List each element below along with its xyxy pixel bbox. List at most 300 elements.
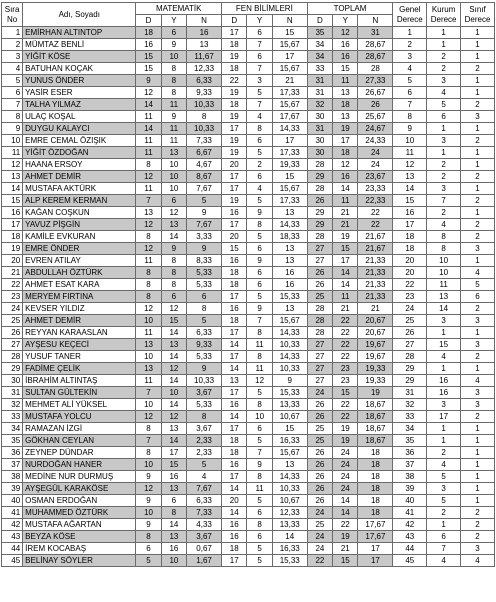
fen-n-cell: 15,33 — [272, 387, 307, 399]
mat-d-cell: 12 — [136, 87, 161, 99]
fen-y-cell: 8 — [247, 519, 272, 531]
genel-derece-cell: 6 — [393, 87, 427, 99]
fen-d-cell: 13 — [222, 375, 247, 387]
fen-d-cell: 18 — [222, 63, 247, 75]
mat-y-cell: 15 — [161, 315, 186, 327]
sub-header-y: Y — [247, 15, 272, 27]
sira-no-cell: 30 — [2, 375, 23, 387]
name-cell: FADİME ÇELİK — [23, 363, 136, 375]
fen-y-cell: 4 — [247, 183, 272, 195]
toplam-n-cell: 24,67 — [358, 123, 393, 135]
table-row — [2, 111, 495, 123]
mat-d-cell: 5 — [136, 555, 161, 567]
fen-n-cell: 13 — [272, 303, 307, 315]
toplam-y-cell: 15 — [333, 243, 358, 255]
table-row — [2, 411, 495, 423]
table-row — [2, 219, 495, 231]
fen-y-cell: 3 — [247, 75, 272, 87]
fen-y-cell: 6 — [247, 507, 272, 519]
fen-d-cell: 19 — [222, 135, 247, 147]
sira-no-cell: 34 — [2, 423, 23, 435]
sira-no-cell: 10 — [2, 135, 23, 147]
sinif-derece-cell: 2 — [461, 411, 495, 423]
sinif-derece-cell: 4 — [461, 375, 495, 387]
table-row — [2, 351, 495, 363]
sira-no-cell: 32 — [2, 399, 23, 411]
mat-d-cell: 7 — [136, 435, 161, 447]
toplam-y-cell: 24 — [333, 447, 358, 459]
sira-no-cell: 27 — [2, 339, 23, 351]
toplam-y-cell: 14 — [333, 495, 358, 507]
table-row — [2, 147, 495, 159]
mat-d-cell: 9 — [136, 495, 161, 507]
fen-y-cell: 5 — [247, 543, 272, 555]
name-cell: MEDİNE NUR DURMUŞ — [23, 471, 136, 483]
fen-d-cell: 16 — [222, 207, 247, 219]
mat-y-cell: 6 — [161, 27, 186, 39]
mat-d-cell: 8 — [136, 159, 161, 171]
kurum-derece-cell: 3 — [427, 183, 461, 195]
table-row — [2, 387, 495, 399]
mat-y-cell: 12 — [161, 363, 186, 375]
kurum-derece-cell: 1 — [427, 435, 461, 447]
header-matematik: MATEMATİK — [136, 3, 222, 15]
toplam-d-cell: 30 — [307, 147, 332, 159]
toplam-n-cell: 21,33 — [358, 291, 393, 303]
sinif-derece-cell: 1 — [461, 459, 495, 471]
fen-y-cell: 7 — [247, 99, 272, 111]
toplam-y-cell: 17 — [333, 135, 358, 147]
fen-d-cell: 17 — [222, 123, 247, 135]
fen-d-cell: 17 — [222, 471, 247, 483]
toplam-d-cell: 26 — [307, 279, 332, 291]
fen-n-cell: 17,33 — [272, 195, 307, 207]
table-row — [2, 231, 495, 243]
mat-d-cell: 12 — [136, 219, 161, 231]
table-row — [2, 279, 495, 291]
toplam-d-cell: 28 — [307, 303, 332, 315]
mat-d-cell: 18 — [136, 27, 161, 39]
fen-y-cell: 5 — [247, 387, 272, 399]
fen-d-cell: 18 — [222, 39, 247, 51]
name-cell: YAVUZ PİŞGİN — [23, 219, 136, 231]
mat-y-cell: 10 — [161, 159, 186, 171]
toplam-d-cell: 26 — [307, 471, 332, 483]
mat-n-cell: 2,33 — [187, 447, 222, 459]
mat-d-cell: 12 — [136, 483, 161, 495]
sira-no-cell: 44 — [2, 543, 23, 555]
genel-derece-cell: 18 — [393, 231, 427, 243]
toplam-d-cell: 27 — [307, 255, 332, 267]
name-cell: ZEYNEP DÜNDAR — [23, 447, 136, 459]
toplam-d-cell: 29 — [307, 207, 332, 219]
name-cell: RAMAZAN İZGİ — [23, 423, 136, 435]
fen-y-cell: 7 — [247, 63, 272, 75]
table-row — [2, 363, 495, 375]
genel-derece-cell: 15 — [393, 195, 427, 207]
kurum-derece-cell: 15 — [427, 339, 461, 351]
genel-derece-cell: 24 — [393, 303, 427, 315]
name-cell: ALP KEREM KERMAN — [23, 195, 136, 207]
sinif-derece-cell: 2 — [461, 519, 495, 531]
results-table — [1, 2, 495, 567]
kurum-derece-cell: 5 — [427, 471, 461, 483]
name-cell: YASİR ESER — [23, 87, 136, 99]
mat-y-cell: 6 — [161, 291, 186, 303]
name-cell: MÜMTAZ BENLİ — [23, 39, 136, 51]
genel-derece-cell: 32 — [393, 399, 427, 411]
name-cell: YİĞİT ÖZDOĞAN — [23, 147, 136, 159]
mat-y-cell: 10 — [161, 387, 186, 399]
mat-y-cell: 13 — [161, 483, 186, 495]
kurum-derece-cell: 3 — [427, 75, 461, 87]
fen-n-cell: 15 — [272, 27, 307, 39]
mat-y-cell: 14 — [161, 519, 186, 531]
kurum-derece-cell: 2 — [427, 507, 461, 519]
mat-y-cell: 10 — [161, 51, 186, 63]
fen-d-cell: 16 — [222, 519, 247, 531]
mat-n-cell: 6,67 — [187, 147, 222, 159]
name-cell: EMRE ÖNDER — [23, 243, 136, 255]
mat-n-cell: 5,33 — [187, 267, 222, 279]
sinif-derece-cell: 3 — [461, 543, 495, 555]
toplam-n-cell: 26 — [358, 99, 393, 111]
toplam-n-cell: 19,33 — [358, 363, 393, 375]
fen-n-cell: 9 — [272, 375, 307, 387]
header-genel-derece: Genel Derece — [393, 3, 427, 27]
kurum-derece-cell: 6 — [427, 531, 461, 543]
mat-d-cell: 7 — [136, 387, 161, 399]
toplam-y-cell: 15 — [333, 63, 358, 75]
toplam-d-cell: 28 — [307, 315, 332, 327]
sira-no-cell: 41 — [2, 507, 23, 519]
fen-y-cell: 9 — [247, 207, 272, 219]
fen-y-cell: 11 — [247, 339, 272, 351]
kurum-derece-cell: 2 — [427, 447, 461, 459]
name-cell: İREM KOCABAŞ — [23, 543, 136, 555]
fen-y-cell: 5 — [247, 435, 272, 447]
toplam-d-cell: 29 — [307, 219, 332, 231]
toplam-d-cell: 26 — [307, 267, 332, 279]
table-row — [2, 207, 495, 219]
table-row — [2, 531, 495, 543]
fen-d-cell: 19 — [222, 111, 247, 123]
mat-y-cell: 9 — [161, 39, 186, 51]
toplam-d-cell: 33 — [307, 63, 332, 75]
mat-y-cell: 9 — [161, 111, 186, 123]
fen-n-cell: 17 — [272, 135, 307, 147]
fen-y-cell: 6 — [247, 27, 272, 39]
mat-y-cell: 8 — [161, 267, 186, 279]
toplam-n-cell: 18 — [358, 507, 393, 519]
toplam-n-cell: 20,67 — [358, 315, 393, 327]
toplam-n-cell: 28,67 — [358, 51, 393, 63]
mat-n-cell: 7,33 — [187, 507, 222, 519]
sinif-derece-cell: 2 — [461, 507, 495, 519]
mat-d-cell: 6 — [136, 543, 161, 555]
fen-y-cell: 8 — [247, 219, 272, 231]
genel-derece-cell: 43 — [393, 531, 427, 543]
mat-d-cell: 12 — [136, 243, 161, 255]
toplam-d-cell: 30 — [307, 111, 332, 123]
sub-header-n: N — [272, 15, 307, 27]
fen-y-cell: 5 — [247, 195, 272, 207]
kurum-derece-cell: 10 — [427, 267, 461, 279]
fen-y-cell: 9 — [247, 255, 272, 267]
mat-d-cell: 8 — [136, 267, 161, 279]
sira-no-cell: 36 — [2, 447, 23, 459]
name-cell: AHMET DEMİR — [23, 171, 136, 183]
fen-y-cell: 7 — [247, 315, 272, 327]
table-row — [2, 483, 495, 495]
toplam-y-cell: 24 — [333, 459, 358, 471]
fen-d-cell: 22 — [222, 75, 247, 87]
toplam-y-cell: 14 — [333, 267, 358, 279]
sinif-derece-cell: 2 — [461, 231, 495, 243]
mat-y-cell: 8 — [161, 87, 186, 99]
genel-derece-cell: 44 — [393, 543, 427, 555]
toplam-n-cell: 18,67 — [358, 411, 393, 423]
header-toplam: TOPLAM — [307, 3, 393, 15]
fen-n-cell: 13 — [272, 207, 307, 219]
fen-d-cell: 20 — [222, 495, 247, 507]
fen-n-cell: 10,67 — [272, 495, 307, 507]
name-cell: MUHAMMED ÖZTÜRK — [23, 507, 136, 519]
name-cell: OSMAN ERDOĞAN — [23, 495, 136, 507]
mat-d-cell: 8 — [136, 447, 161, 459]
mat-n-cell: 8 — [187, 411, 222, 423]
table-row — [2, 123, 495, 135]
fen-n-cell: 16,33 — [272, 543, 307, 555]
name-cell: AYŞEGÜL KARAKÖSE — [23, 483, 136, 495]
kurum-derece-cell: 16 — [427, 387, 461, 399]
genel-derece-cell: 25 — [393, 315, 427, 327]
sira-no-cell: 38 — [2, 471, 23, 483]
mat-d-cell: 10 — [136, 507, 161, 519]
sinif-derece-cell: 1 — [461, 159, 495, 171]
toplam-y-cell: 16 — [333, 51, 358, 63]
mat-y-cell: 14 — [161, 327, 186, 339]
mat-n-cell: 3,67 — [187, 423, 222, 435]
sira-no-cell: 35 — [2, 435, 23, 447]
toplam-d-cell: 27 — [307, 243, 332, 255]
name-cell: YİĞİT KÖSE — [23, 51, 136, 63]
toplam-y-cell: 12 — [333, 159, 358, 171]
mat-n-cell: 7,67 — [187, 219, 222, 231]
name-cell: MUSTAFA YOLCU — [23, 411, 136, 423]
sinif-derece-cell: 1 — [461, 363, 495, 375]
genel-derece-cell: 34 — [393, 423, 427, 435]
mat-d-cell: 7 — [136, 195, 161, 207]
toplam-n-cell: 18 — [358, 471, 393, 483]
toplam-d-cell: 30 — [307, 135, 332, 147]
mat-d-cell: 10 — [136, 315, 161, 327]
sub-header-n: N — [187, 15, 222, 27]
toplam-y-cell: 18 — [333, 99, 358, 111]
fen-d-cell: 16 — [222, 255, 247, 267]
kurum-derece-cell: 13 — [427, 291, 461, 303]
mat-n-cell: 3,33 — [187, 231, 222, 243]
name-cell: HAANA ERSOY — [23, 159, 136, 171]
mat-n-cell: 4 — [187, 471, 222, 483]
name-cell: EVREN ATILAY — [23, 255, 136, 267]
header-kurum-derece: Kurum Derece — [427, 3, 461, 27]
name-cell: YUSUF TANER — [23, 351, 136, 363]
fen-d-cell: 18 — [222, 435, 247, 447]
fen-n-cell: 15,67 — [272, 63, 307, 75]
kurum-derece-cell: 1 — [427, 123, 461, 135]
fen-y-cell: 12 — [247, 375, 272, 387]
mat-d-cell: 12 — [136, 411, 161, 423]
toplam-n-cell: 19,33 — [358, 375, 393, 387]
fen-d-cell: 14 — [222, 483, 247, 495]
genel-derece-cell: 37 — [393, 459, 427, 471]
sinif-derece-cell: 2 — [461, 531, 495, 543]
fen-d-cell: 18 — [222, 267, 247, 279]
toplam-n-cell: 26,67 — [358, 87, 393, 99]
sub-header-d: D — [307, 15, 332, 27]
kurum-derece-cell: 3 — [427, 315, 461, 327]
toplam-n-cell: 25,67 — [358, 111, 393, 123]
table-row — [2, 519, 495, 531]
table-row — [2, 447, 495, 459]
sub-header-d: D — [136, 15, 161, 27]
sinif-derece-cell: 4 — [461, 555, 495, 567]
mat-n-cell: 0,67 — [187, 543, 222, 555]
table-row — [2, 51, 495, 63]
fen-n-cell: 18,33 — [272, 231, 307, 243]
sinif-derece-cell: 1 — [461, 471, 495, 483]
fen-y-cell: 5 — [247, 555, 272, 567]
kurum-derece-cell: 6 — [427, 111, 461, 123]
fen-y-cell: 4 — [247, 111, 272, 123]
mat-d-cell: 8 — [136, 279, 161, 291]
toplam-y-cell: 16 — [333, 39, 358, 51]
sinif-derece-cell: 2 — [461, 171, 495, 183]
toplam-n-cell: 23,33 — [358, 183, 393, 195]
mat-d-cell: 11 — [136, 147, 161, 159]
mat-y-cell: 8 — [161, 255, 186, 267]
table-row — [2, 39, 495, 51]
fen-n-cell: 14,33 — [272, 351, 307, 363]
fen-y-cell: 2 — [247, 159, 272, 171]
sira-no-cell: 39 — [2, 483, 23, 495]
genel-derece-cell: 42 — [393, 519, 427, 531]
toplam-y-cell: 14 — [333, 507, 358, 519]
fen-y-cell: 9 — [247, 459, 272, 471]
mat-n-cell: 4,33 — [187, 519, 222, 531]
kurum-derece-cell: 3 — [427, 135, 461, 147]
table-row — [2, 75, 495, 87]
toplam-d-cell: 25 — [307, 423, 332, 435]
toplam-n-cell: 18,67 — [358, 399, 393, 411]
name-cell: BEYZA KÖSE — [23, 531, 136, 543]
toplam-n-cell: 18 — [358, 447, 393, 459]
mat-y-cell: 13 — [161, 147, 186, 159]
table-row — [2, 315, 495, 327]
mat-n-cell: 7,33 — [187, 135, 222, 147]
toplam-y-cell: 22 — [333, 351, 358, 363]
name-cell: EMRE CEMAL ÖZIŞIK — [23, 135, 136, 147]
toplam-d-cell: 22 — [307, 555, 332, 567]
mat-y-cell: 15 — [161, 459, 186, 471]
toplam-d-cell: 26 — [307, 495, 332, 507]
genel-derece-cell: 26 — [393, 327, 427, 339]
name-cell: REYYAN KARAASLAN — [23, 327, 136, 339]
fen-n-cell: 13 — [272, 243, 307, 255]
name-cell: TALHA YILMAZ — [23, 99, 136, 111]
toplam-n-cell: 20,67 — [358, 327, 393, 339]
fen-n-cell: 17,33 — [272, 147, 307, 159]
fen-n-cell: 16,33 — [272, 435, 307, 447]
fen-y-cell: 11 — [247, 483, 272, 495]
toplam-y-cell: 13 — [333, 111, 358, 123]
mat-d-cell: 10 — [136, 399, 161, 411]
sub-header-y: Y — [333, 15, 358, 27]
kurum-derece-cell: 7 — [427, 195, 461, 207]
sira-no-cell: 4 — [2, 63, 23, 75]
fen-d-cell: 17 — [222, 219, 247, 231]
genel-derece-cell: 1 — [393, 27, 427, 39]
toplam-n-cell: 28 — [358, 63, 393, 75]
mat-y-cell: 8 — [161, 279, 186, 291]
mat-y-cell: 6 — [161, 495, 186, 507]
mat-n-cell: 5 — [187, 459, 222, 471]
toplam-d-cell: 34 — [307, 39, 332, 51]
toplam-d-cell: 29 — [307, 171, 332, 183]
fen-d-cell: 17 — [222, 171, 247, 183]
table-row — [2, 459, 495, 471]
mat-y-cell: 13 — [161, 423, 186, 435]
kurum-derece-cell: 11 — [427, 279, 461, 291]
name-cell: KAĞAN COŞKUN — [23, 207, 136, 219]
kurum-derece-cell: 1 — [427, 363, 461, 375]
fen-y-cell: 6 — [247, 267, 272, 279]
toplam-y-cell: 11 — [333, 75, 358, 87]
toplam-n-cell: 21,33 — [358, 267, 393, 279]
toplam-y-cell: 24 — [333, 483, 358, 495]
sinif-derece-cell: 1 — [461, 147, 495, 159]
sinif-derece-cell: 4 — [461, 267, 495, 279]
kurum-derece-cell: 7 — [427, 543, 461, 555]
fen-n-cell: 13,33 — [272, 399, 307, 411]
fen-y-cell: 10 — [247, 411, 272, 423]
fen-n-cell: 15 — [272, 423, 307, 435]
genel-derece-cell: 4 — [393, 63, 427, 75]
sira-no-cell: 37 — [2, 459, 23, 471]
kurum-derece-cell: 3 — [427, 399, 461, 411]
toplam-d-cell: 25 — [307, 291, 332, 303]
sinif-derece-cell: 3 — [461, 315, 495, 327]
genel-derece-cell: 36 — [393, 447, 427, 459]
genel-derece-cell: 35 — [393, 435, 427, 447]
fen-y-cell: 5 — [247, 495, 272, 507]
mat-y-cell: 14 — [161, 399, 186, 411]
kurum-derece-cell: 1 — [427, 147, 461, 159]
fen-y-cell: 8 — [247, 399, 272, 411]
sinif-derece-cell: 2 — [461, 135, 495, 147]
sinif-derece-cell: 1 — [461, 123, 495, 135]
mat-n-cell: 5 — [187, 195, 222, 207]
fen-y-cell: 6 — [247, 243, 272, 255]
toplam-y-cell: 21 — [333, 219, 358, 231]
mat-n-cell: 9 — [187, 363, 222, 375]
name-cell: DUYGU KALAYCI — [23, 123, 136, 135]
mat-y-cell: 14 — [161, 435, 186, 447]
name-cell: AHMET DEMİR — [23, 315, 136, 327]
fen-d-cell: 16 — [222, 303, 247, 315]
kurum-derece-cell: 2 — [427, 51, 461, 63]
